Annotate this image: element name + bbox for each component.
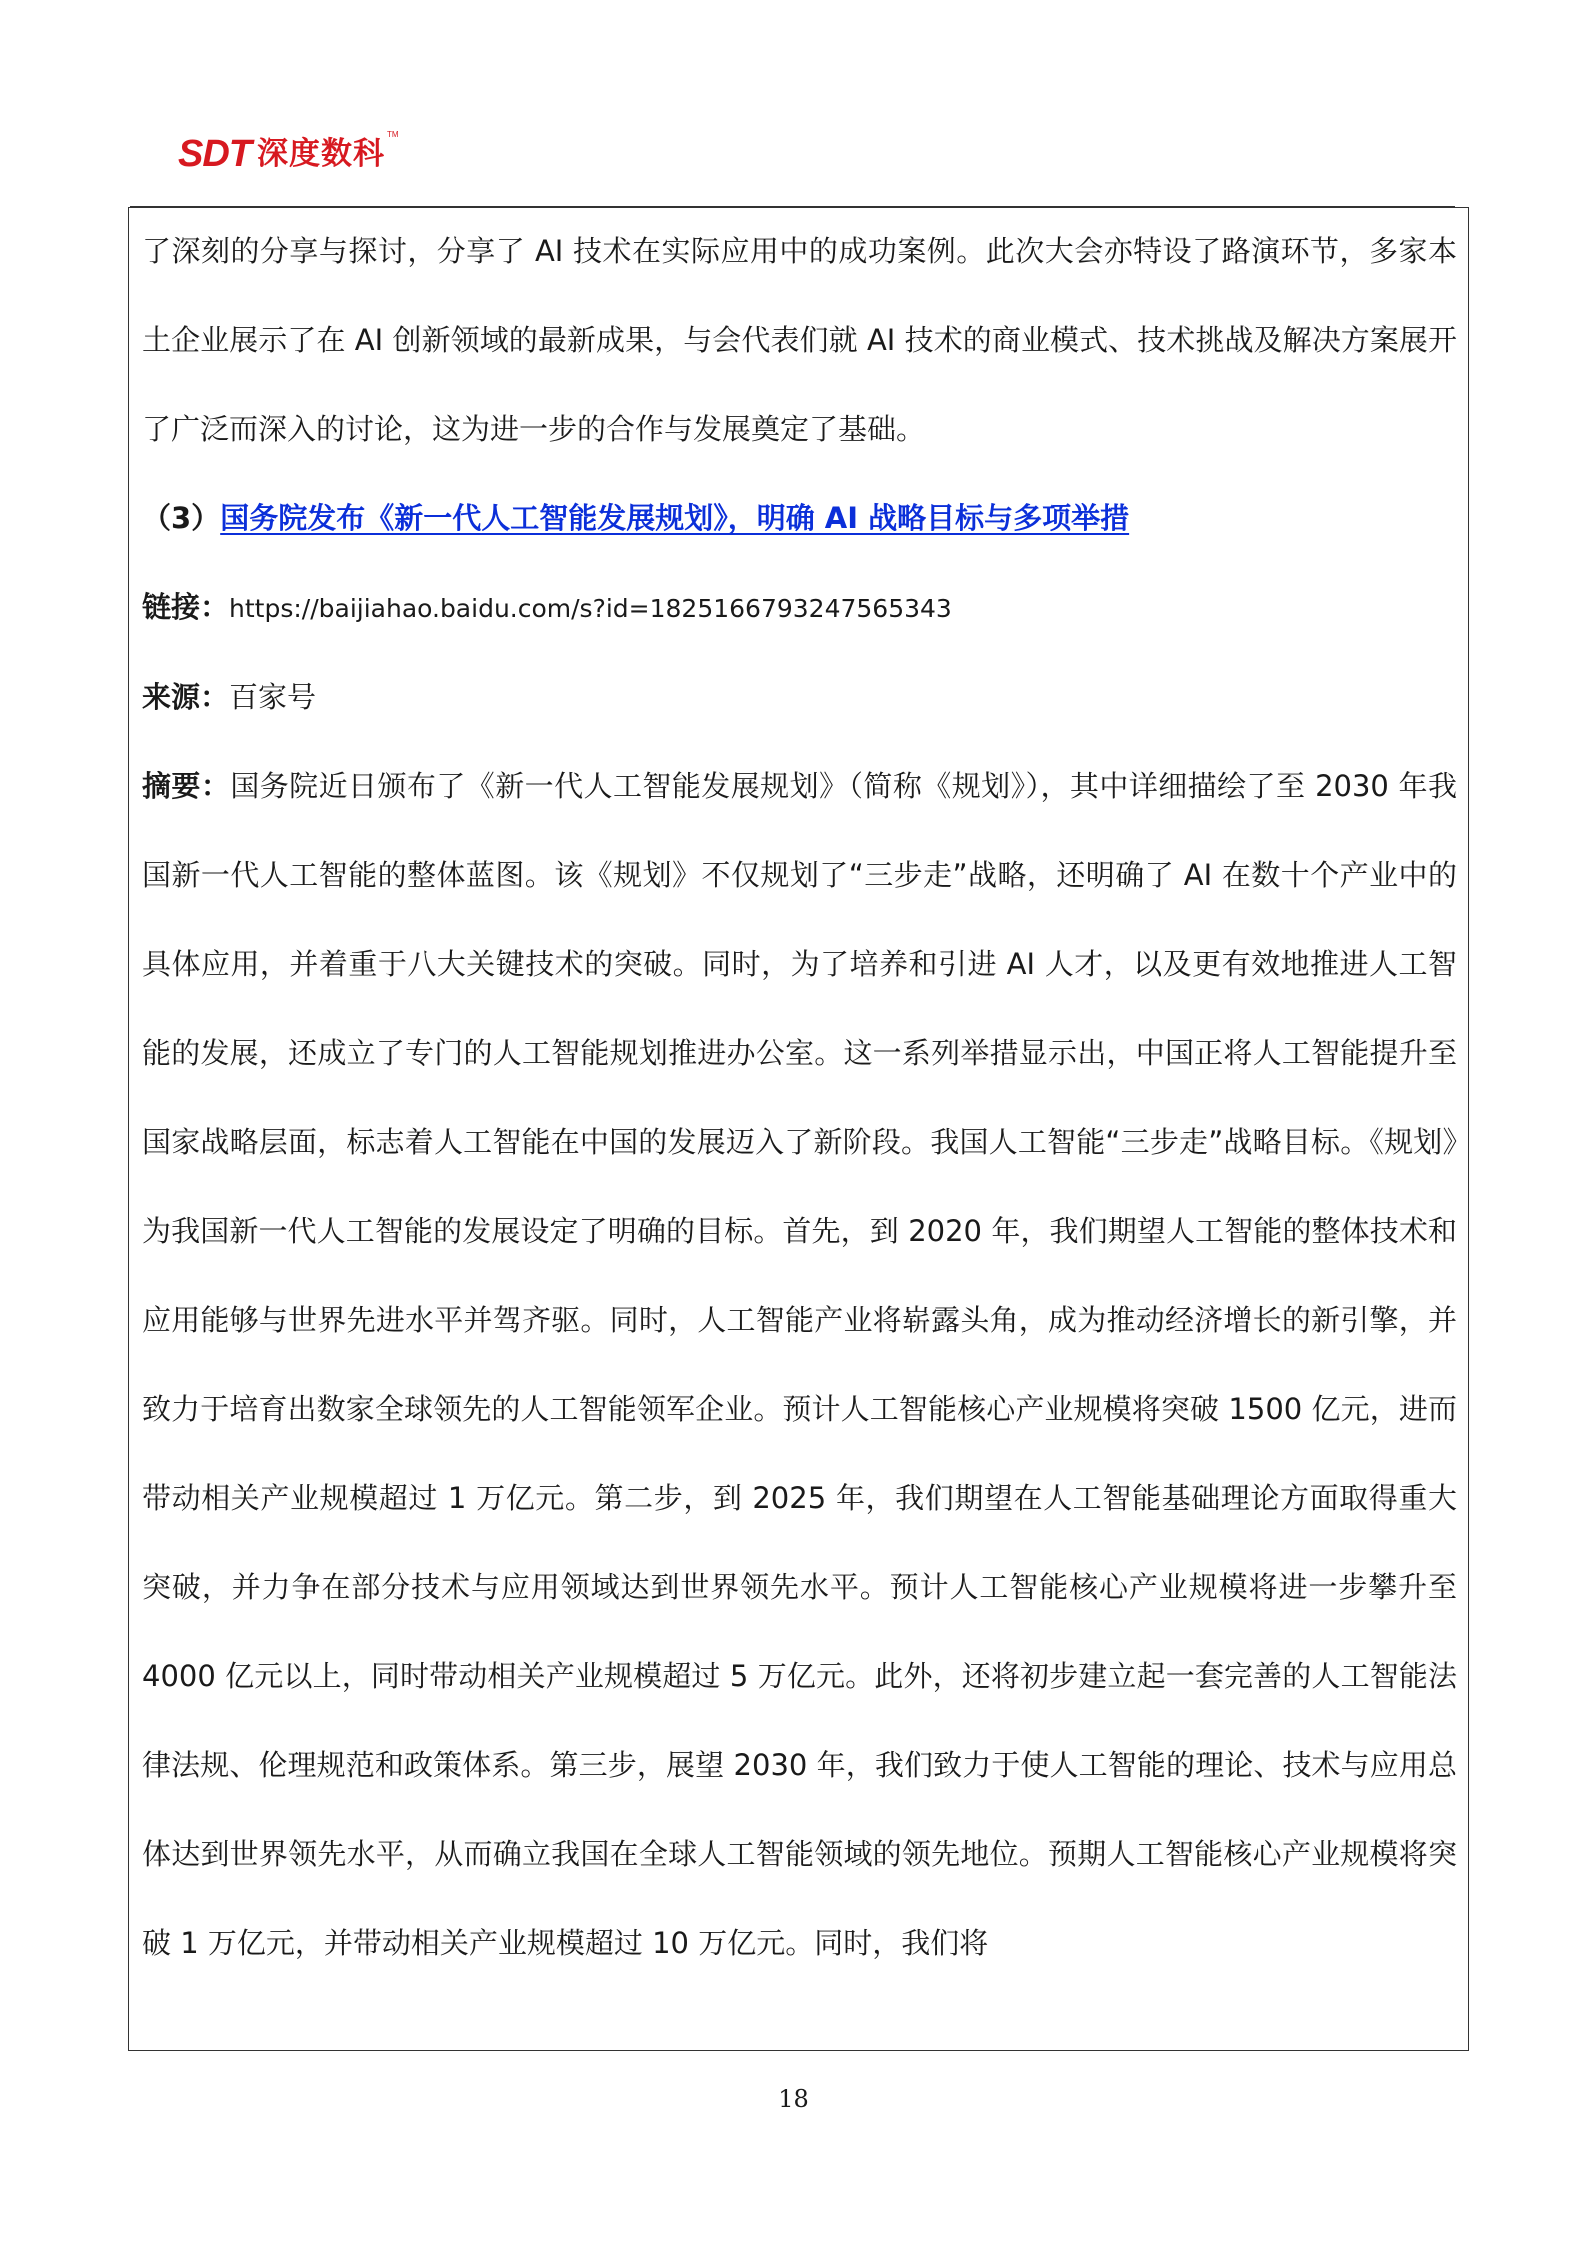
- link-url[interactable]: https://baijiahao.baidu.com/s?id=1825166793247565343: [229, 594, 952, 623]
- logo-mark: SDT: [178, 133, 251, 175]
- summary-text: 国务院近日颁布了《新一代人工智能发展规划》（简称《规划》），其中详细描绘了至 2030 年我国新一代人工智能的整体蓝图。该《规划》不仅规划了“三步走”战略，还明确了 AI 在数十个产业中的具体应用，并着重于八大关键技术的突破。同时，为了培养和引进 AI 人才，以及更有效地推进人工智能的发展，还成立了专门的人工智能规划推进办公室。这一系列举措显示出，中国正将人工智能提升至国家战略层面，标志着人工智能在中国的发展迈入了新阶段。我国人工智能“三步走”战略目标。《规划》为我国新一代人工智能的发展设定了明确的目标。首先，到 2020 年，我们期望人工智能的整体技术和应用能够与世界先进水平并驾齐驱。同时，人工智能产业将崭露头角，成为推动经济增长的新引擎，并致力于培育出数家全球领先的人工智能领军企业。预计人工智能核心产业规模将突破 1500 亿元，进而带动相关产业规模超过 1 万亿元。第二步，到 2025 年，我们期望在人工智能基础理论方面取得重大突破，并力争在部分技术与应用领域达到世界领先水平。预计人工智能核心产业规模将进一步攀升至 4000 亿元以上，同时带动相关产业规模超过 5 万亿元。此外，还将初步建立起一套完善的人工智能法律法规、伦理规范和政策体系。第三步，展望 2030 年，我们致力于使人工智能的理论、技术与应用总体达到世界领先水平，从而确立我国在全球人工智能领域的领先地位。预期人工智能核心产业规模将突破 1 万亿元，并带动相关产业规模超过 10 万亿元。同时，我们将: [142, 769, 1457, 1960]
- source-label: 来源：: [142, 680, 230, 714]
- logo-company-name: 深度数科: [257, 136, 385, 172]
- source-value: 百家号: [229, 680, 317, 714]
- logo-trademark: TM: [387, 130, 399, 139]
- item-title-link[interactable]: 国务院发布《新一代人工智能发展规划》，明确 AI 战略目标与多项举措: [220, 501, 1130, 535]
- item-heading: [142, 474, 1457, 563]
- item-number: （3）: [142, 501, 221, 535]
- intro-paragraph: 了深刻的分享与探讨，分享了 AI 技术在实际应用中的成功案例。此次大会亦特设了路演环节，多家本土企业展示了在 AI 创新领域的最新成果，与会代表们就 AI 技术的商业模式、技术挑战及解决方案展开了广泛而深入的讨论，这为进一步的合作与发展奠定了基础。: [142, 234, 1457, 446]
- link-label: 链接：: [142, 590, 230, 624]
- link-line: [142, 563, 1457, 653]
- source-line: [142, 653, 1457, 742]
- document-body: [142, 207, 1457, 1988]
- sdt-logo: [178, 130, 399, 174]
- page-number: 18: [778, 2085, 809, 2113]
- summary-label: 摘要：: [142, 769, 231, 803]
- summary-paragraph: [142, 742, 1457, 1988]
